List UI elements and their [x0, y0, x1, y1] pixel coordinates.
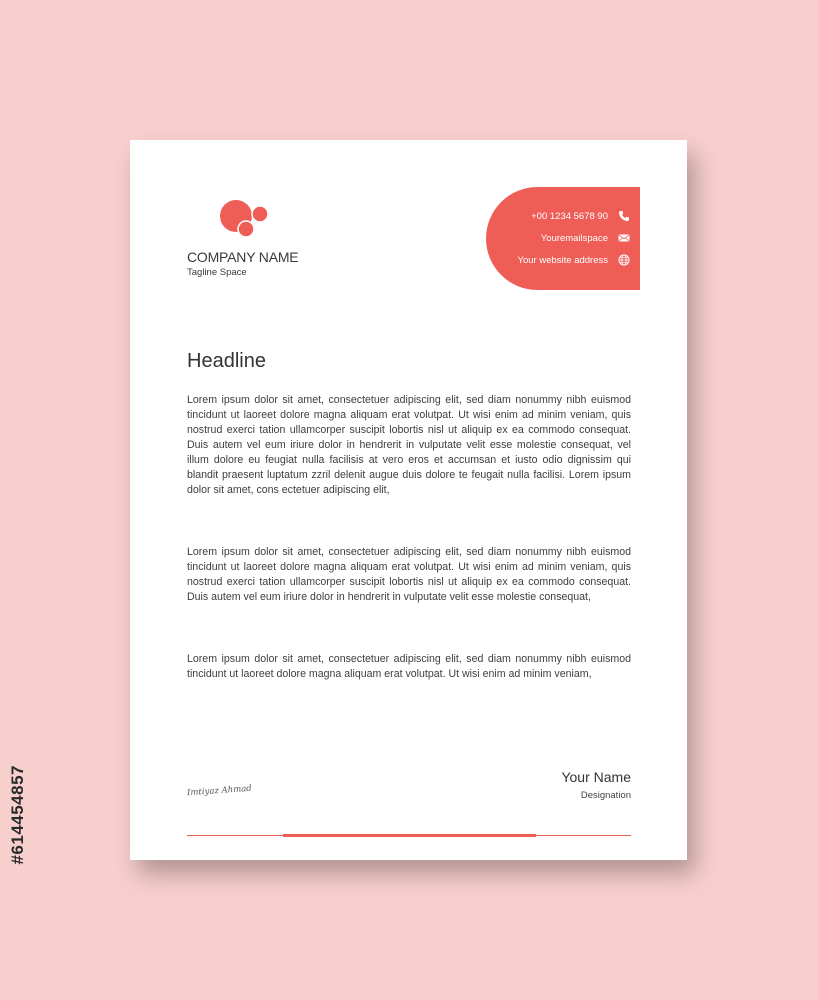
logo-circle-right [252, 206, 268, 222]
signatory-name: Your Name [561, 769, 631, 785]
phone-icon [618, 210, 630, 222]
three-circles-logo [218, 196, 278, 240]
body-paragraph-3: Lorem ipsum dolor sit amet, consectetuer adipiscing elit, sed diam nonummy nibh euismod tincidunt ut laoreet dolore magna aliquam erat volutpat. Ut wisi enim ad minim veniam, [187, 653, 631, 680]
footer-accent-bar [283, 834, 536, 837]
body-paragraph-2: Lorem ipsum dolor sit amet, consectetuer adipiscing elit, sed diam nonummy nibh euismod tincidunt ut laoreet dolore magna aliquam erat volutpat. Ut wisi enim ad minim veniam, quis nostrud exerci tation ullamcorper suscipit lobortis nisl ut aliquip ex ea commodo consequat. Duis autem vel eum iriure dolor in hendrerit in vulputate velit esse molestie consequat, [187, 546, 631, 603]
globe-icon [618, 254, 630, 266]
contact-box [486, 187, 640, 290]
contact-email-row [541, 230, 630, 246]
contact-phone-row [531, 208, 630, 224]
handwritten-signature: Imtiyaz Ahmad [186, 783, 253, 799]
company-name: COMPANY NAME [187, 249, 299, 265]
logo-circle-bottom [238, 221, 254, 237]
envelope-icon [618, 232, 630, 244]
phone-number: +00 1234 5678 90 [531, 210, 608, 222]
email-address: Youremailspace [540, 232, 608, 244]
letterhead-page [130, 140, 687, 860]
stock-id: #614454857 [8, 765, 27, 865]
tagline: Tagline Space [187, 267, 247, 278]
website-address: Your website address [517, 254, 608, 266]
contact-website-row [518, 252, 630, 268]
signatory-designation: Designation [580, 790, 631, 801]
headline: Headline [187, 350, 266, 372]
body-paragraph-1: Lorem ipsum dolor sit amet, consectetuer adipiscing elit, sed diam nonummy nibh euismod tincidunt ut laoreet dolore magna aliquam erat volutpat. Ut wisi enim ad minim veniam, quis nostrud exerci tation ullamcorper suscipit lobortis nisl ut aliquip ex ea commodo consequat. Duis autem vel eum iriure dolor in hendrerit in vulputate velit esse molestie consequat, vel illum dolore eu feugiat nulla facilisis at vero eros et accumsan et iusto odio dignissim qui blandit praesent luptatum zzril delenit augue duis dolore te feugait nulla facilisi. Lorem ipsum dolor sit amet, cons ectetuer adipiscing elit, [187, 394, 631, 496]
